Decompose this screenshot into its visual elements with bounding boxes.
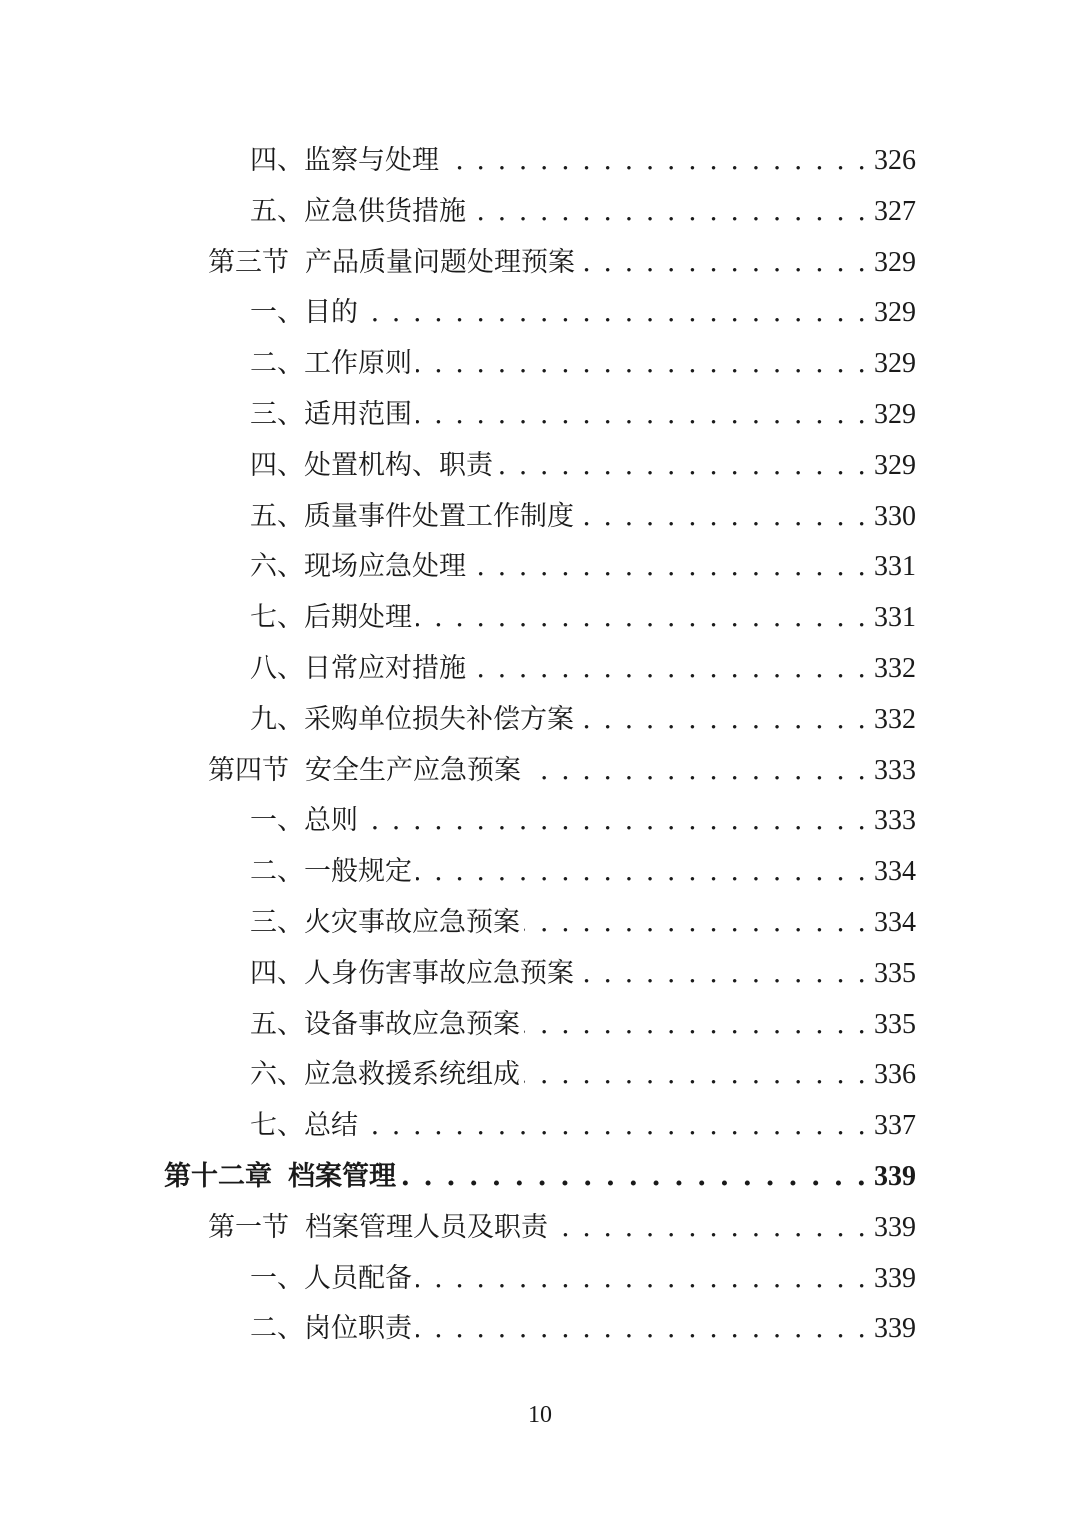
toc-entry-page-number: 332	[874, 652, 916, 684]
toc-entry-title: 安全生产应急预案	[305, 754, 521, 786]
toc-entry-page-number: 333	[874, 805, 916, 837]
toc-entry-number: 一、	[250, 805, 304, 837]
toc-entry-number: 六、	[250, 551, 304, 583]
toc-dot-leader	[524, 1000, 868, 1051]
toc-entry-title: 产品质量问题处理预案	[305, 246, 575, 278]
toc-entry[interactable]	[0, 1152, 1080, 1203]
toc-entry-page-number: 329	[874, 348, 916, 380]
toc-entry[interactable]	[0, 644, 1080, 695]
toc-entry-title: 处置机构、职责	[304, 449, 493, 481]
toc-entry-title: 岗位职责	[304, 1313, 412, 1345]
toc-entry-title: 工作原则	[304, 348, 412, 380]
toc-entry[interactable]	[0, 288, 1080, 339]
toc-entry-title: 火灾事故应急预案	[304, 906, 520, 938]
toc-entry[interactable]	[0, 136, 1080, 187]
toc-entry-title: 后期处理	[304, 602, 412, 634]
toc-entry-page-number: 329	[874, 246, 916, 278]
toc-entry-page-number: 339	[874, 1313, 916, 1345]
toc-entry-page-number: 329	[874, 297, 916, 329]
toc-entry-title: 目的	[304, 297, 358, 329]
toc-entry[interactable]	[0, 796, 1080, 847]
toc-entry[interactable]	[0, 1203, 1080, 1254]
toc-dot-leader	[578, 949, 868, 1000]
toc-entry-title: 现场应急处理	[304, 551, 466, 583]
toc-entry-page-number: 339	[874, 1262, 916, 1294]
toc-entry[interactable]	[0, 695, 1080, 746]
toc-entry-number: 一、	[250, 297, 304, 329]
toc-dot-leader	[416, 1254, 868, 1305]
toc-dot-leader	[400, 1152, 868, 1203]
toc-entry[interactable]	[0, 1050, 1080, 1101]
toc-entry-page-number: 334	[874, 856, 916, 888]
toc-entry-page-number: 330	[874, 500, 916, 532]
toc-entry[interactable]	[0, 339, 1080, 390]
toc-entry-number: 九、	[250, 703, 304, 735]
toc-entry-page-number: 331	[874, 551, 916, 583]
toc-dot-leader	[497, 441, 868, 492]
toc-dot-leader	[470, 187, 868, 238]
toc-entry-number: 第四节	[208, 754, 289, 786]
toc-entry-page-number: 333	[874, 754, 916, 786]
toc-dot-leader	[552, 1203, 868, 1254]
toc-entry-title: 监察与处理	[304, 145, 439, 176]
toc-dot-leader	[362, 288, 868, 339]
toc-dot-leader	[362, 1101, 868, 1152]
toc-entry-page-number: 327	[874, 195, 916, 227]
toc-entry-page-number: 335	[874, 1008, 916, 1040]
table-of-contents	[0, 136, 1080, 1355]
toc-entry[interactable]	[0, 1000, 1080, 1051]
toc-entry[interactable]	[0, 1304, 1080, 1355]
toc-entry-number: 四、	[250, 449, 304, 481]
toc-entry-number: 第一节	[208, 1211, 289, 1243]
toc-entry-title: 人员配备	[304, 1262, 412, 1294]
toc-dot-leader	[416, 593, 868, 644]
toc-entry-number: 六、	[250, 1059, 304, 1091]
toc-entry-page-number: 326	[874, 145, 916, 176]
toc-entry[interactable]	[0, 238, 1080, 289]
toc-dot-leader	[578, 492, 868, 543]
toc-entry-number: 三、	[250, 906, 304, 938]
toc-dot-leader	[578, 695, 868, 746]
page-number: 10	[528, 1402, 552, 1428]
toc-entry[interactable]	[0, 1254, 1080, 1305]
toc-entry[interactable]	[0, 847, 1080, 898]
toc-entry-page-number: 335	[874, 957, 916, 989]
toc-dot-leader	[416, 390, 868, 441]
toc-dot-leader	[470, 644, 868, 695]
toc-entry-title: 总则	[304, 805, 358, 837]
toc-entry-number: 二、	[250, 1313, 304, 1345]
toc-entry-page-number: 337	[874, 1110, 916, 1142]
toc-dot-leader	[443, 136, 868, 187]
toc-entry-title: 一般规定	[304, 856, 412, 888]
toc-entry[interactable]	[0, 593, 1080, 644]
toc-entry-page-number: 332	[874, 703, 916, 735]
toc-entry[interactable]	[0, 746, 1080, 797]
toc-dot-leader	[416, 1304, 868, 1355]
toc-dot-leader	[524, 1050, 868, 1101]
toc-entry[interactable]	[0, 949, 1080, 1000]
toc-entry-number: 七、	[250, 602, 304, 634]
toc-entry-title: 设备事故应急预案	[304, 1008, 520, 1040]
toc-entry[interactable]	[0, 542, 1080, 593]
toc-entry-page-number: 339	[874, 1160, 916, 1192]
toc-dot-leader	[362, 796, 868, 847]
toc-entry-title: 应急供货措施	[304, 195, 466, 227]
toc-entry-number: 二、	[250, 856, 304, 888]
toc-dot-leader	[525, 746, 868, 797]
toc-dot-leader	[524, 898, 868, 949]
toc-entry[interactable]	[0, 898, 1080, 949]
toc-entry-title: 档案管理	[288, 1160, 396, 1192]
toc-entry[interactable]	[0, 441, 1080, 492]
toc-entry-number: 五、	[250, 195, 304, 227]
toc-entry-title: 适用范围	[304, 398, 412, 430]
toc-dot-leader	[416, 339, 868, 390]
toc-entry-number: 四、	[250, 957, 304, 989]
toc-entry-number: 二、	[250, 348, 304, 380]
toc-entry-page-number: 334	[874, 906, 916, 938]
toc-entry-number: 第十二章	[164, 1160, 272, 1192]
toc-dot-leader	[470, 542, 868, 593]
toc-entry-number: 五、	[250, 1008, 304, 1040]
toc-entry-page-number: 339	[874, 1211, 916, 1243]
toc-entry-number: 一、	[250, 1262, 304, 1294]
toc-entry-title: 采购单位损失补偿方案	[304, 703, 574, 735]
toc-entry-title: 应急救援系统组成	[304, 1059, 520, 1091]
toc-entry-title: 档案管理人员及职责	[305, 1211, 548, 1243]
toc-entry[interactable]	[0, 390, 1080, 441]
toc-entry-page-number: 336	[874, 1059, 916, 1091]
toc-entry-number: 四、	[250, 145, 304, 176]
toc-entry-number: 八、	[250, 652, 304, 684]
toc-entry-page-number: 329	[874, 398, 916, 430]
toc-entry-page-number: 331	[874, 602, 916, 634]
toc-entry-number: 七、	[250, 1110, 304, 1142]
toc-entry-title: 总结	[304, 1110, 358, 1142]
toc-dot-leader	[416, 847, 868, 898]
toc-dot-leader	[579, 238, 868, 289]
toc-entry[interactable]	[0, 187, 1080, 238]
toc-entry-number: 五、	[250, 500, 304, 532]
toc-entry-number: 第三节	[208, 246, 289, 278]
toc-entry-title: 日常应对措施	[304, 652, 466, 684]
toc-entry-number: 三、	[250, 398, 304, 430]
toc-entry[interactable]	[0, 1101, 1080, 1152]
toc-entry-page-number: 329	[874, 449, 916, 481]
toc-entry-title: 质量事件处置工作制度	[304, 500, 574, 532]
toc-entry-title: 人身伤害事故应急预案	[304, 957, 574, 989]
toc-entry[interactable]	[0, 492, 1080, 543]
